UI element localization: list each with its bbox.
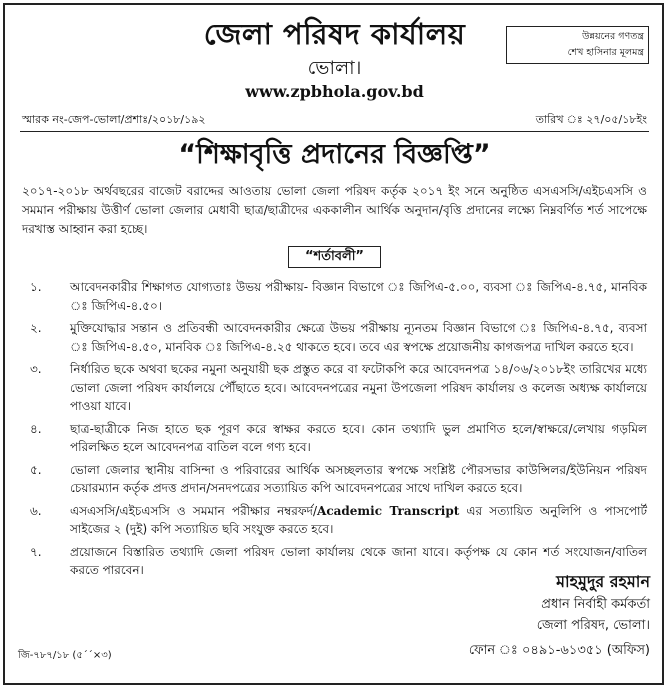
condition-text: আবেদনকারীর শিক্ষাগত যোগ্যতাঃ উভয় পরীক্ষায়- বিজ্ঞান বিভাগে ঃ জিপিএ-৫.০০, ব্যবসা ঃ জিপিএ-৪.৭৫, মানবিক ঃ জিপিএ-৪.৫০। [70, 280, 647, 313]
academic-transcript-term: Academic Transcript [317, 503, 460, 518]
condition-number: ১. [30, 280, 42, 294]
notice-intro: ২০১৭-২০১৮ অর্থবছরের বাজেট বরাদ্দের আওতায় ভোলা জেলা পরিষদ কর্তৃক ২০১৭ ইং সনে অনুষ্ঠিত এসএসসি/এইচএসসি ও সমমান পরীক্ষায় উত্তীর্ণ ভোলা জেলার মেধাবী ছাত্র/ছাত্রীদের এককালীন আর্থিক অনুদান/বৃত্তি প্রদানের লক্ষ্যে নিম্নবর্ণিত শর্ত সাপেক্ষে দরখাস্ত আহ্বান করা হচ্ছে। [22, 184, 647, 236]
condition-number: ৭. [30, 544, 42, 559]
slogan-line-1: উন্নয়নের গণতন্ত্র [582, 31, 644, 42]
notice-date: তারিখ ঃ ২৭/০৫/১৮ইং [535, 113, 647, 126]
ad-code: জি-৭৮৭/১৮ (৫´´×৩) [18, 650, 112, 661]
condition-number: ৪. [30, 421, 42, 436]
signature-block [440, 570, 650, 662]
condition-number: ৫. [30, 462, 42, 477]
condition-text: ভোলা জেলার স্থানীয় বাসিন্দা ও পরিবারের আর্থিক অসচ্ছলতার স্বপক্ষে সংশ্লিষ্ট পৌরসভার কাউন্সিলর/ইউনিয়ন পরিষদ চেয়ারম্যান কর্তৃক প্রদত্ত প্রদান/সনদপত্রের সত্যায়িত কপি আবেদনপত্রের সাথে দাখিল করতে হবে। [70, 462, 647, 495]
condition-item-3 [22, 360, 647, 416]
slogan-line-2: শেখ হাসিনার মূলমন্ত্র [567, 47, 644, 58]
condition-text: নির্ধারিত ছকে অথবা ছকের নমুনা অনুযায়ী ছক প্রস্তুত করে বা ফটোকপি করে আবেদনপত্র ১৪/০৬/২০১৮ইং তারিখের মধ্যে ভোলা জেলা পরিষদ কার্যালয়ে পৌঁছাতে হবে। আবেদনপত্রের নমুনা উপজেলা পরিষদ কার্যালয় ও কলেজ অধ্যক্ষ কার্যালয়ে পাওয়া যাবে। [70, 362, 647, 413]
condition-item-6 [22, 502, 647, 539]
header-divider [20, 131, 649, 132]
conditions-list [22, 278, 647, 584]
condition-item-5 [22, 461, 647, 498]
condition-item-1 [22, 278, 647, 315]
condition-text: ছাত্র-ছাত্রীকে নিজ হাতে ছক পূরণ করে স্বাক্ষর করতে হবে। কোন তথ্যাদি ভুল প্রমাণিত হলে/স্বাক্ষরে/লেখায় গড়মিল পরিলক্ষিত হলে আবেদনপত্র বাতিল বলে গণ্য হবে। [70, 421, 647, 454]
condition-number: ২. [30, 321, 42, 335]
condition-text-pre: এসএসসি/এইচএসসি ও সমমান পরীক্ষার নম্বরফর্দ/ [70, 503, 318, 518]
conditions-title-wrap [0, 245, 669, 268]
condition-text: প্রয়োজনে বিস্তারিত তথ্যাদি জেলা পরিষদ ভোলা কার্যালয় থেকে জানা যাবে। কর্তৃপক্ষ যে কোন শর্ত সংযোজন/বাতিল করতে পারবেন। [70, 544, 647, 577]
condition-item-4 [22, 420, 647, 457]
office-phone: ফোন ঃ ০৪৯১-৬১৩৫১ (অফিস) [468, 643, 650, 658]
condition-number: ৬. [30, 503, 42, 518]
condition-item-2 [22, 319, 647, 356]
condition-text-post: এর সত্যায়িত অনুলিপি ও পাসপোর্ট সাইজের ২ (দুই) কপি সত্যায়িত ছবি সংযুক্ত করতে হবে। [70, 503, 647, 536]
conditions-title: “শর্তাবলী” [288, 246, 381, 268]
signatory-name: মাহমুদুর রহমান [556, 572, 650, 591]
office-city: ভোলা। [307, 57, 362, 79]
notice-heading: “শিক্ষাবৃত্তি প্রদানের বিজ্ঞপ্তি” [178, 139, 491, 170]
signatory-office: জেলা পরিষদ, ভোলা। [536, 618, 650, 633]
condition-number: ৩. [30, 362, 42, 376]
memo-number: স্মারক নং-জেপ-ভোলা/প্রশাঃ/২০১৮/১৯২ [22, 113, 206, 126]
website-link[interactable]: www.zpbhola.gov.bd [245, 82, 424, 101]
office-title: জেলা পরিষদ কার্যালয় [203, 17, 466, 51]
condition-text [70, 502, 647, 539]
signatory-designation: প্রধান নির্বাহী কর্মকর্তা [541, 597, 650, 612]
condition-text: মুক্তিযোদ্ধার সন্তান ও প্রতিবন্ধী আবেদনকারীর ক্ষেত্রে উভয় পরীক্ষায় ন্যূনতম বিজ্ঞান বিভাগে ঃ জিপিএ-৪.৭৫, ব্যবসা ঃ জিপিএ-৪.৫০, মানবিক ঃ জিপিএ-৪.২৫ থাকতে হবে। তবে এর স্বপক্ষে প্রয়োজনীয় কাগজপত্র দাখিল করতে হবে। [70, 321, 647, 354]
slogan-box [506, 26, 649, 64]
